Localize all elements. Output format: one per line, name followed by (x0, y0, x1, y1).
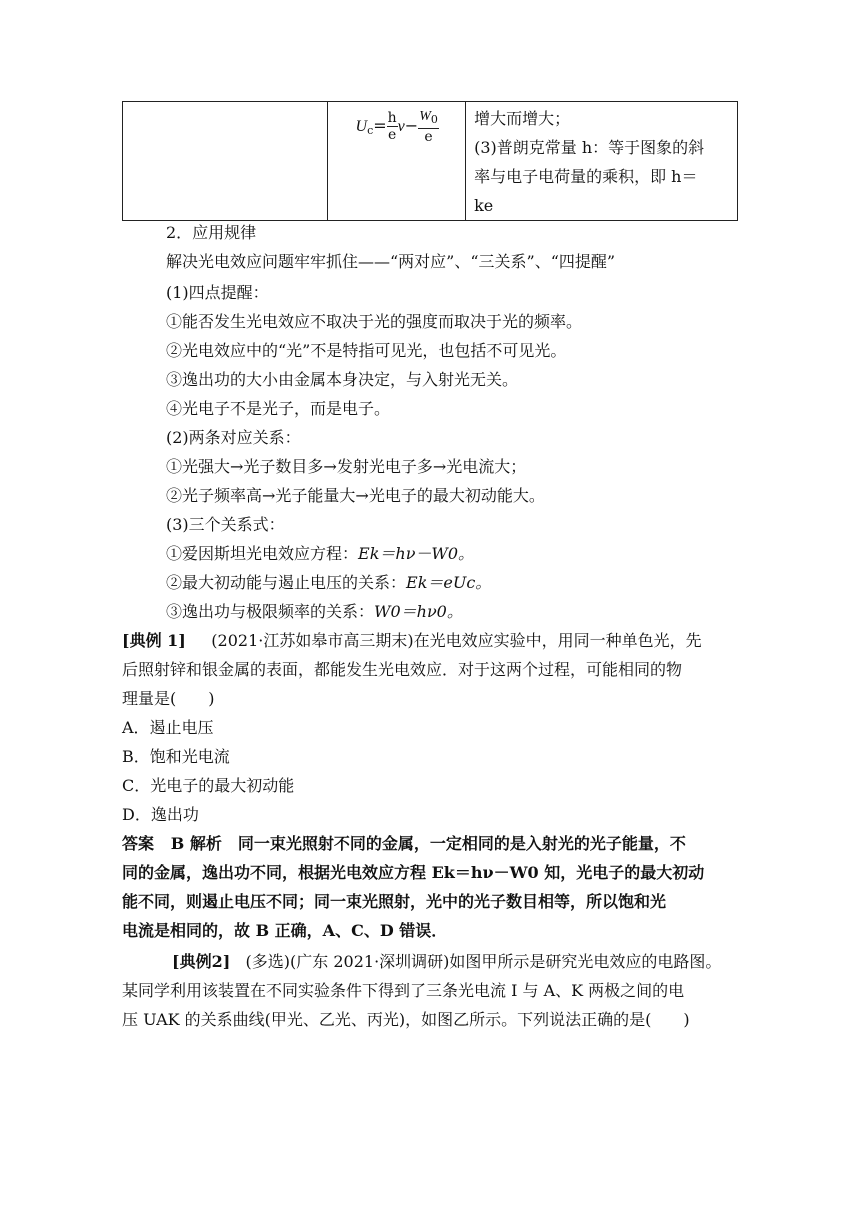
answer-line2: 同的金属，逸出功不同，根据光电效应方程 Ek＝hν－W0 知，光电子的最大初动 (122, 863, 705, 882)
example1-source: (2021·江苏如皋市高三期末) (211, 631, 414, 650)
reminders-title: (1)四点提醒： (166, 283, 269, 302)
example1-line3: 理量是( ) (122, 689, 215, 708)
example1-line1: [典例 1] (2021·江苏如皋市高三期末)在光电效应实验中，用同一种单色光，先 (122, 631, 702, 650)
table-cell-formula (327, 102, 466, 221)
reminder-item: ④光电子不是光子，而是电子。 (166, 399, 391, 418)
relation-item: ②光子频率高→光子能量大→光电子的最大初动能大。 (166, 486, 545, 505)
section-intro: 解决光电效应问题牢牢抓住——“两对应”、“三关系”、“四提醒” (166, 252, 616, 271)
answer-line3: 能不同，则遏止电压不同；同一束光照射，光中的光子数目相等，所以饱和光 (122, 892, 667, 911)
answer-line1: 答案 B 解析 同一束光照射不同的金属，一定相同的是入射光的光子能量，不 (122, 834, 686, 853)
option-c: C．光电子的最大初动能 (122, 776, 295, 795)
example1-line2: 后照射锌和银金属的表面，都能发生光电效应．对于这两个过程，可能相同的物 (122, 660, 683, 679)
reminder-item: ①能否发生光电效应不取决于光的强度而取决于光的频率。 (166, 312, 583, 331)
formulas-title: (3)三个关系式： (166, 515, 285, 534)
example2-line3: 压 UAK 的关系曲线(甲光、乙光、丙光)，如图乙所示。下列说法正确的是( ) (122, 1010, 690, 1029)
continued-table (122, 101, 738, 221)
option-a: A．遏止电压 (122, 718, 214, 737)
stopping-voltage-formula: $U_c=$ $\frac{h}{e}$ ν− $\frac{W_0}{e}$ (355, 109, 438, 145)
formula-item: ③逸出功与极限频率的关系：W0＝hν0。 (166, 602, 463, 621)
example2-label: [典例2] (172, 952, 231, 971)
relations-title: (2)两条对应关系： (166, 428, 301, 447)
example2-line2: 某同学利用该装置在不同实验条件下得到了三条光电流 I 与 A、K 两极之间的电 (122, 981, 685, 1000)
table-cell-notes: 增大而增大； (3)普朗克常量 h：等于图象的斜 率与电子电荷量的乘积，即 h＝ ke (466, 102, 738, 221)
fraction-w0-over-e: $\frac{W_0}{e}$ (419, 109, 438, 145)
formula-item: ①爱因斯坦光电效应方程：Ek＝hν－W0。 (166, 544, 475, 563)
fraction-h-over-e: $\frac{h}{e}$ (387, 110, 397, 143)
section-heading: 2．应用规律 (166, 223, 257, 242)
example2-line1: [典例2] (多选)(广东 2021·深圳调研)如图甲所示是研究光电效应的电路图。 (172, 952, 722, 971)
reminder-item: ③逸出功的大小由金属本身决定，与入射光无关。 (166, 370, 519, 389)
formula-item: ②最大初动能与遏止电压的关系：Ek＝eUc。 (166, 573, 492, 592)
relation-item: ①光强大→光子数目多→发射光电子多→光电流大； (166, 457, 527, 476)
example1-label: [典例 1] (122, 631, 186, 650)
answer-label: 答案 (122, 834, 155, 853)
reminder-item: ②光电效应中的“光”不是特指可见光，也包括不可见光。 (166, 341, 567, 360)
option-b: B．饱和光电流 (122, 747, 230, 766)
table-cell-empty (123, 102, 328, 221)
answer-line4: 电流是相同的，故 B 正确，A、C、D 错误． (122, 921, 448, 940)
option-d: D．逸出功 (122, 805, 199, 824)
